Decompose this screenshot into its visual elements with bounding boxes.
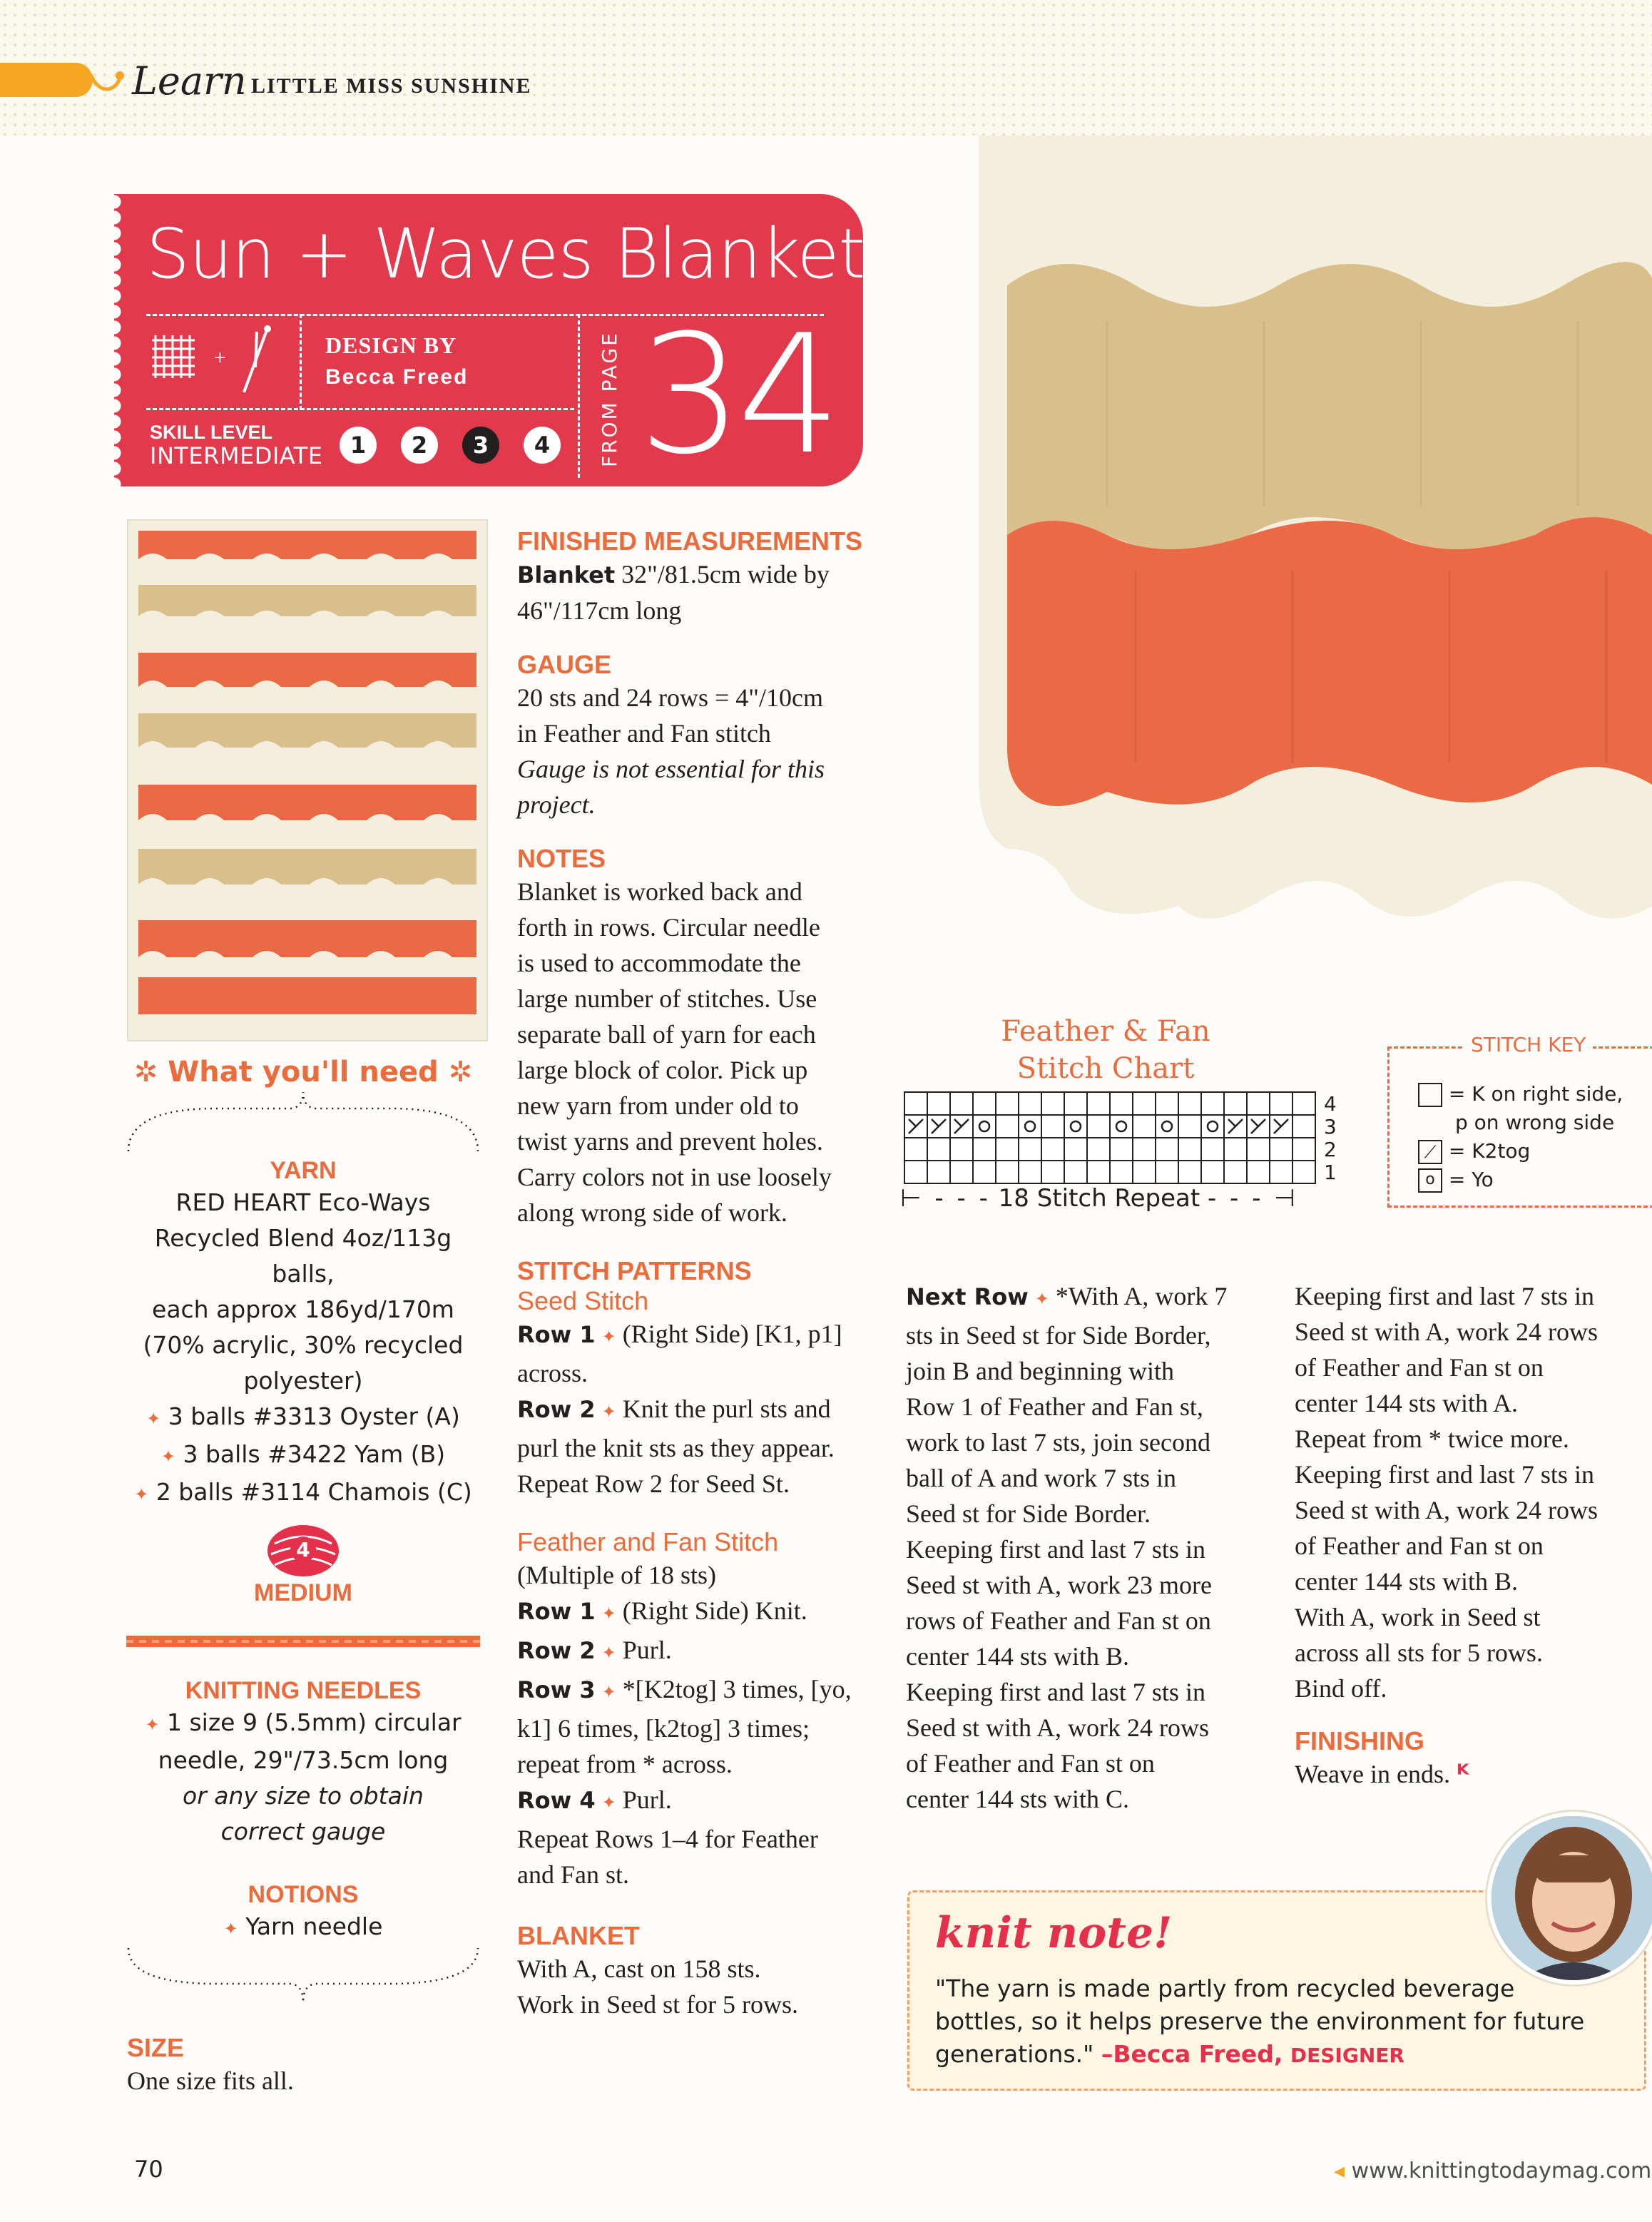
- chart-cell: [1041, 1115, 1064, 1138]
- badge-scallop-edge: [114, 194, 130, 486]
- chart-cell: [1133, 1115, 1156, 1138]
- chart-cell: [1019, 1115, 1041, 1138]
- chart-cell: [1224, 1092, 1247, 1115]
- chart-cell: [1087, 1092, 1110, 1115]
- skill-level-4: 4: [524, 427, 561, 464]
- page-number: 70: [134, 2156, 163, 2183]
- sparkle-icon: ✲: [133, 1056, 158, 1089]
- section-label: Learn: [132, 58, 247, 103]
- chart-cell: [1292, 1115, 1315, 1138]
- chart-cell: [1110, 1161, 1133, 1183]
- yarn-line: Recycled Blend 4oz/113g balls,: [154, 1224, 452, 1288]
- skill-level-label: SKILL LEVEL: [150, 422, 273, 443]
- knitting-needles-icon: [235, 325, 278, 396]
- size-text: One size fits all.: [127, 2066, 294, 2095]
- size-heading: SIZE: [127, 2033, 185, 2062]
- diamond-bullet-icon: ✦: [134, 1484, 149, 1504]
- chart-cell: [973, 1138, 996, 1161]
- blanket-thumbnail-photo: [127, 519, 488, 1041]
- dotted-bracket: [125, 1947, 481, 2004]
- yarn-weight-icon: 4: [264, 1522, 342, 1579]
- chart-cell: [1224, 1138, 1247, 1161]
- yarn-color-item: 2 balls #3114 Chamois (C): [155, 1478, 472, 1506]
- chart-cell: [973, 1092, 996, 1115]
- blanket-label: Blanket: [517, 561, 616, 588]
- skill-level-value: INTERMEDIATE: [150, 442, 323, 469]
- stitch-patterns-heading: STITCH PATTERNS: [517, 1256, 752, 1285]
- needles-heading: KNITTING NEEDLES: [185, 1677, 422, 1704]
- yarn-color-item: 3 balls #3422 Yam (B): [183, 1440, 446, 1468]
- chart-cell: [1019, 1138, 1041, 1161]
- designer-portrait: [1487, 1812, 1652, 1984]
- chart-cell: [973, 1115, 996, 1138]
- quote-attribution: –Becca Freed,: [1101, 2040, 1283, 2068]
- chart-title: Feather & Fan Stitch Chart: [1001, 1015, 1210, 1085]
- diamond-bullet-icon: ✦: [223, 1919, 238, 1939]
- dotted-bracket: [125, 1089, 481, 1153]
- chart-cell: [1178, 1138, 1201, 1161]
- yarn-color-item: 3 balls #3313 Oyster (A): [168, 1402, 460, 1430]
- chart-cell: [973, 1161, 996, 1183]
- yarn-line: polyester): [243, 1367, 363, 1395]
- chart-cell: [1041, 1138, 1064, 1161]
- size-section: [127, 2033, 294, 2099]
- materials-panel: [125, 1056, 481, 2004]
- yarn-line: (70% acrylic, 30% recycled: [143, 1331, 464, 1359]
- chart-cell: [1270, 1138, 1292, 1161]
- chart-row-number: 4: [1324, 1092, 1337, 1116]
- sparkle-icon: ✲: [448, 1056, 473, 1089]
- badge-divider: [300, 314, 302, 410]
- chart-cell: [996, 1138, 1019, 1161]
- footer-url[interactable]: www.knittingtodaymag.com: [1351, 2159, 1652, 2183]
- knit-note-title: knit note!: [935, 1908, 1173, 1958]
- yarn-weight-label: MEDIUM: [254, 1579, 352, 1606]
- notions-item: Yarn needle: [245, 1912, 383, 1940]
- chart-cell: [950, 1161, 973, 1183]
- design-by-label: DESIGN BY: [325, 332, 457, 358]
- yo-symbol-icon: o: [1418, 1168, 1442, 1193]
- yarn-line: RED HEART Eco-Ways: [175, 1188, 431, 1216]
- notes-heading: NOTES: [517, 844, 606, 873]
- gauge-heading: GAUGE: [517, 650, 612, 679]
- chart-cell: [1201, 1115, 1224, 1138]
- from-page-number: 34: [638, 300, 836, 491]
- chart-cell: [1133, 1092, 1156, 1115]
- chart-cell: [1201, 1092, 1224, 1115]
- needles-line: 1 size 9 (5.5mm) circular: [166, 1708, 462, 1736]
- chart-cell: [1087, 1138, 1110, 1161]
- quote-role: DESIGNER: [1290, 2044, 1404, 2067]
- repeat-label-row: ⊢ - - - 18 Stitch Repeat - - - ⊣: [900, 1184, 1298, 1213]
- chart-cell: [1064, 1115, 1087, 1138]
- chart-cell: [1247, 1138, 1270, 1161]
- chart-cell: [1156, 1161, 1178, 1183]
- chart-cell: [904, 1092, 927, 1115]
- chart-cell: [1270, 1161, 1292, 1183]
- designer-name: Becca Freed: [325, 365, 469, 389]
- seed-stitch-heading: Seed Stitch: [517, 1286, 649, 1315]
- chart-cell: [1292, 1161, 1315, 1183]
- chart-cell: [1110, 1092, 1133, 1115]
- chart-cell: [1133, 1161, 1156, 1183]
- chart-cell: [996, 1092, 1019, 1115]
- chart-cell: [1178, 1092, 1201, 1115]
- diamond-bullet-icon: ✦: [160, 1447, 175, 1467]
- stitch-key-title: STITCH KEY: [1464, 1033, 1593, 1056]
- knit-square-icon: [1418, 1083, 1442, 1107]
- chart-cell: [927, 1138, 950, 1161]
- chart-cell: [1087, 1161, 1110, 1183]
- chart-cell: [1156, 1115, 1178, 1138]
- chart-cell: [1178, 1115, 1201, 1138]
- chart-cell: [1110, 1115, 1133, 1138]
- arrow-icon: ◂: [1334, 2159, 1345, 2183]
- chart-cell: [904, 1161, 927, 1183]
- stitch-key: STITCH KEY = K on right side, p on wrong side ⟋ = K2tog o = Yo: [1387, 1046, 1652, 1208]
- yarn-grid-icon: [148, 332, 198, 382]
- chart-cell: [1201, 1138, 1224, 1161]
- notions-heading: NOTIONS: [248, 1881, 359, 1908]
- needles-line: or any size to obtain: [183, 1782, 424, 1810]
- chart-row-number: 2: [1324, 1138, 1337, 1161]
- chart-cell: [1064, 1138, 1087, 1161]
- chart-cell: [1041, 1092, 1064, 1115]
- chart-cell: [1110, 1138, 1133, 1161]
- chart-cell: [927, 1092, 950, 1115]
- next-row-label: Next Row: [906, 1283, 1029, 1310]
- chart-cell: [996, 1115, 1019, 1138]
- chart-cell: [1224, 1161, 1247, 1183]
- header-strip: [0, 0, 1652, 136]
- needles-line: correct gauge: [220, 1818, 386, 1845]
- k2tog-symbol-icon: ⟋: [1418, 1140, 1442, 1164]
- pattern-column-4: Keeping first and last 7 sts in Seed st with A, work 24 rows of Feather and Fan st on center 144 sts with A. Repeat from * twice more. Keeping first and last 7 sts in Seed st with A, work 24 rows of Feather and Fan st on center 144 sts with B. With A, work in Seed st across all sts for 5 rows. Bind off. FINISHING Weave in ends. ᴷ: [1295, 1278, 1651, 1793]
- chart-cell: [1064, 1161, 1087, 1183]
- blanket-heading: BLANKET: [517, 1921, 640, 1950]
- chart-cell: [1019, 1161, 1041, 1183]
- badge-divider: [146, 408, 574, 410]
- chart-cell: [1156, 1092, 1178, 1115]
- badge-divider: [578, 314, 580, 478]
- finishing-heading: FINISHING: [1295, 1726, 1425, 1755]
- chart-row-number: 1: [1324, 1161, 1337, 1184]
- end-mark-icon: ᴷ: [1457, 1760, 1469, 1789]
- chart-cell: [1019, 1092, 1041, 1115]
- knit-note-quote: "The yarn is made partly from recycled beverage bottles, so it helps preserve the environment for future generations." –Becca Freed, DESIGNER: [935, 1974, 1585, 2068]
- chart-cell: [904, 1138, 927, 1161]
- chart-cell: [950, 1138, 973, 1161]
- curl-ornament-icon: [43, 57, 128, 103]
- feather-fan-heading: Feather and Fan Stitch: [517, 1527, 779, 1556]
- footer-url-row: [1334, 2159, 1651, 2183]
- chart-cell: [1178, 1161, 1201, 1183]
- materials-title: What you'll need: [168, 1056, 439, 1089]
- blanket-closeup-photo: [964, 136, 1652, 942]
- plus-icon: +: [214, 346, 226, 370]
- pattern-title: Sun + Waves Blanket: [146, 214, 865, 294]
- chart-cell: [996, 1161, 1019, 1183]
- chart-cell: [1247, 1161, 1270, 1183]
- chart-cell: [927, 1161, 950, 1183]
- needles-line: needle, 29"/73.5cm long: [158, 1746, 449, 1774]
- chart-cell: [950, 1092, 973, 1115]
- chart-cell: [1156, 1138, 1178, 1161]
- chart-cell: [1064, 1092, 1087, 1115]
- pattern-column-3: Next Row ✦ *With A, work 7 sts in Seed st for Side Border, join B and beginning with Row 1 of Feather and Fan st, work to last 7 sts, join second ball of A and work 7 sts in Seed st for Side Border. Keeping first and last 7 sts in Seed st with A, work 23 more rows of Feather and Fan st on center 144 sts with B. Keeping first and last 7 sts in Seed st with A, work 24 rows of Feather and Fan st on center 144 sts with C.: [906, 1282, 1228, 1813]
- chart-cell: [1292, 1092, 1315, 1115]
- repeat-label: 18 Stitch Repeat: [998, 1184, 1200, 1213]
- yarn-heading: YARN: [270, 1157, 337, 1184]
- diamond-bullet-icon: ✦: [145, 1715, 160, 1735]
- measurements-heading: FINISHED MEASUREMENTS: [517, 526, 863, 556]
- skill-level-3: 3: [462, 427, 499, 464]
- chart-cell: [1247, 1092, 1270, 1115]
- yarn-line: each approx 186yd/170m: [152, 1295, 454, 1323]
- skill-level-2: 2: [401, 427, 438, 464]
- twisted-yarn-divider: [125, 1627, 481, 1656]
- chart-cell: [1201, 1161, 1224, 1183]
- diamond-bullet-icon: ✦: [146, 1409, 161, 1429]
- chart-cell: [1041, 1161, 1064, 1183]
- chart-cell: [1270, 1092, 1292, 1115]
- from-page-label: FROM PAGE: [598, 331, 621, 468]
- pattern-column-2: FINISHED MEASUREMENTS Blanket 32"/81.5cm wide by 46"/117cm long GAUGE 20 sts and 24 rows = 4"/10cm in Feather and Fan stitch Gauge is not essential for this project. NOTES Blanket is worked back and forth in rows. Circular needle is used to accommodate the large number of stitches. Use separate ball of yarn for each large block of color. Pick up new yarn from under old to twist yarns and prevent holes. Carry colors not in use loosely along wrong side of work. STITCH PATTERNS Seed Stitch Row 1 ✦ (Right Side) [K1, p1] across. Row 2 ✦ Knit the purl sts and purl the knit sts as they appear. Repeat Row 2 for Seed St. Feather and Fan Stitch (Multiple of 18 sts) Row 1 ✦ (Right Side) Knit. Row 2 ✦ Purl. Row 3 ✦ *[K2tog] 3 times, [yo, k1] 6 times, [k2tog] 3 times; repeat from * across. Row 4 ✦ Purl. Repeat Rows 1–4 for Feather and Fan st. BLANKET With A, cast on 158 sts. Work in Seed st for 5 rows.: [517, 526, 888, 2022]
- chart-cell: [1292, 1138, 1315, 1161]
- chart-cell: [1087, 1115, 1110, 1138]
- section-title: LITTLE MISS SUNSHINE: [251, 74, 532, 98]
- chart-row-number: 3: [1324, 1115, 1337, 1138]
- chart-cell: [1133, 1138, 1156, 1161]
- skill-level-1: 1: [340, 427, 377, 464]
